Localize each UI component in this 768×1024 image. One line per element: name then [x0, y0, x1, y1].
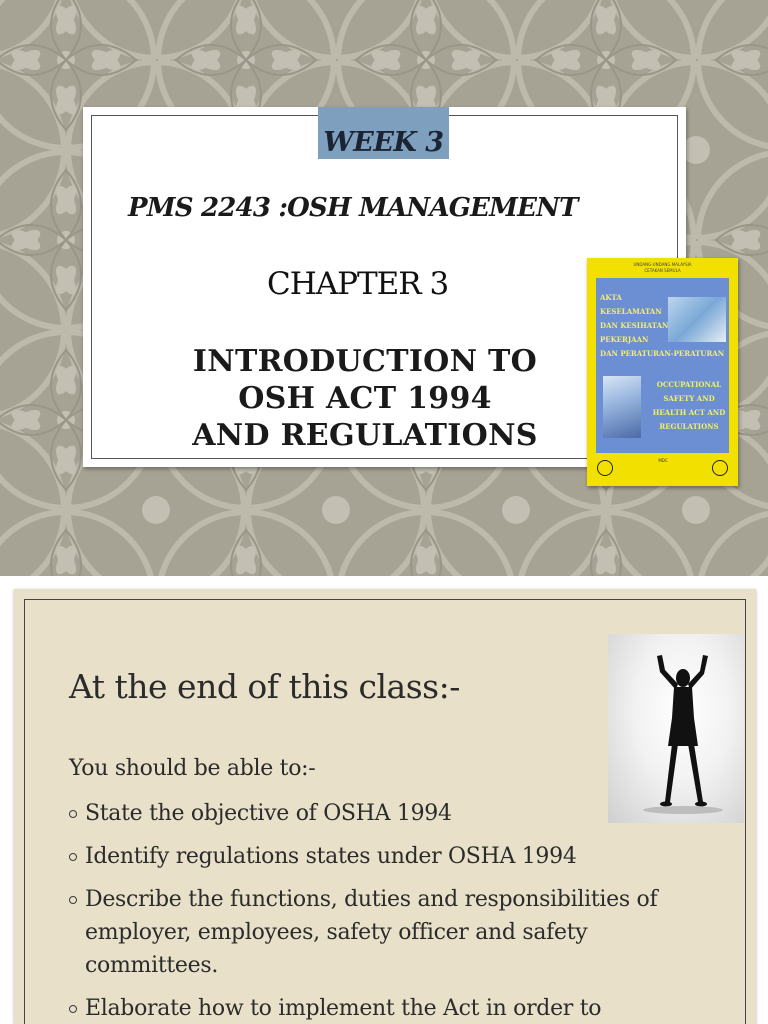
book-publisher: MDC: [658, 458, 668, 463]
objectives-slide: [14, 589, 756, 1024]
book-worker-photo: [603, 376, 641, 438]
bullet-icon: [69, 1005, 77, 1013]
bullet-icon: [69, 853, 77, 861]
book-header: UNDANG-UNDANG MALAYSIA CETAKAN SEMULA: [633, 262, 692, 273]
list-item: Elaborate how to implement the Act in order to: [69, 992, 709, 1024]
chapter-label: CHAPTER 3: [267, 266, 449, 302]
chapter-title: [165, 343, 565, 454]
osh-act-book-cover: [587, 258, 738, 486]
week-label: WEEK 3: [323, 126, 444, 158]
book-malay-title: AKTA KESELAMATAN DAN KESIHATAN PEKERJAAN DAN PERATURAN-PERATURAN: [600, 293, 725, 358]
book-seal-left-icon: [597, 460, 613, 476]
week-label-tab: [318, 107, 449, 159]
course-title: PMS 2243 :OSH MANAGEMENT: [128, 193, 578, 223]
list-item: Identify regulations states under OSHA 1994: [69, 840, 709, 873]
chapter-title-line-2: OSH ACT 1994: [238, 381, 492, 416]
chapter-title-line-3: AND REGULATIONS: [192, 418, 538, 453]
slide-heading: At the end of this class:-: [69, 667, 460, 706]
slide-lead-text: You should be able to:-: [69, 756, 316, 781]
book-seal-right-icon: [712, 460, 728, 476]
bullet-icon: [69, 810, 77, 818]
list-item: State the objective of OSHA 1994: [69, 797, 709, 830]
bullet-icon: [69, 896, 77, 904]
book-english-title: OCCUPATIONAL SAFETY AND HEALTH ACT AND REGULATIONS: [652, 380, 726, 431]
person-silhouette-icon: [608, 634, 744, 823]
chapter-title-line-1: INTRODUCTION TO: [192, 344, 538, 379]
list-item: Describe the functions, duties and responsibilities of employer, employees, safety officer and safety committees.: [69, 883, 709, 982]
objectives-list: [69, 797, 709, 1024]
celebrating-person-photo: [608, 634, 744, 823]
